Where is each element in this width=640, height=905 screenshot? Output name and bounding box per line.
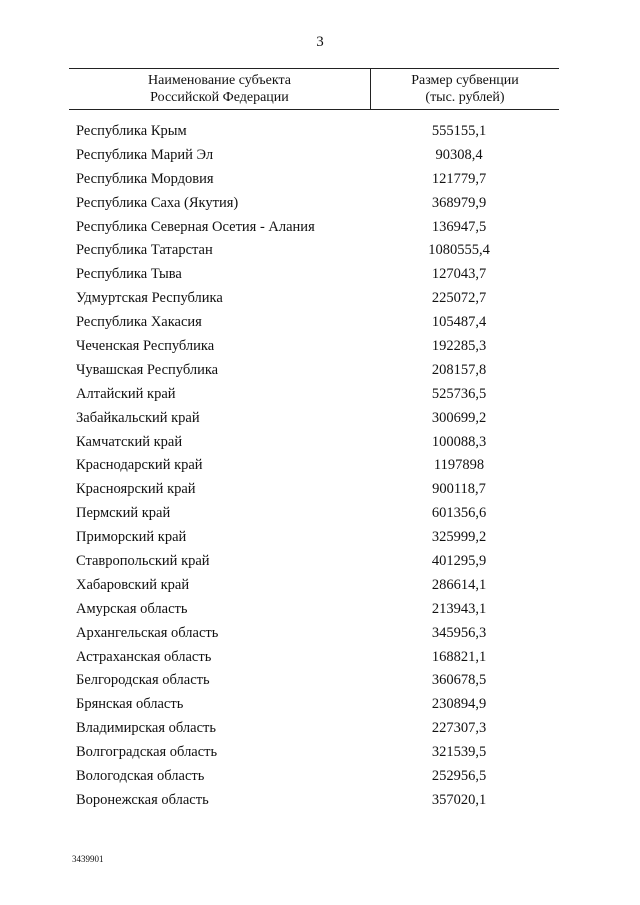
subject-name-cell: Республика Марий Эл [76, 146, 214, 163]
table-row [0, 192, 640, 216]
subvention-amount-cell: 401295,9 [431, 553, 487, 570]
subject-name-cell: Астраханская область [76, 648, 212, 665]
subvention-amount-cell: 357020,1 [431, 791, 487, 808]
subject-name-cell: Приморский край [76, 529, 187, 546]
subvention-amount-cell: 127043,7 [431, 266, 487, 283]
subvention-amount-cell: 105487,4 [431, 314, 487, 331]
table-row [0, 741, 640, 765]
subject-name-cell: Хабаровский край [76, 576, 190, 593]
subvention-amount-cell: 230894,9 [431, 696, 487, 713]
subvention-amount-cell: 1197898 [433, 457, 485, 474]
subvention-amount-cell: 300699,2 [431, 409, 487, 426]
subvention-amount-cell: 286614,1 [431, 576, 487, 593]
subvention-amount-cell: 345956,3 [431, 624, 487, 641]
table-row [0, 717, 640, 741]
subvention-amount-cell: 208157,8 [431, 361, 487, 378]
table-row [0, 168, 640, 192]
subvention-amount-cell: 225072,7 [431, 290, 487, 307]
subvention-amount-cell: 368979,9 [431, 194, 487, 211]
subject-name-cell: Брянская область [76, 696, 184, 713]
subject-name-cell: Воронежская область [76, 791, 209, 808]
document-code: 3439901 [72, 854, 104, 864]
subject-name-cell: Республика Тыва [76, 266, 182, 283]
subvention-amount-cell: 121779,7 [431, 170, 487, 187]
subject-name-cell: Алтайский край [76, 385, 176, 402]
subvention-amount-cell: 321539,5 [431, 744, 487, 761]
subject-name-cell: Чеченская Республика [76, 338, 215, 355]
subject-name-cell: Пермский край [76, 505, 171, 522]
subject-name-cell: Республика Северная Осетия - Алания [76, 218, 315, 235]
table-header [69, 68, 559, 110]
page-number: 3 [316, 34, 324, 50]
subvention-amount-cell: 100088,3 [431, 433, 487, 450]
subject-name-cell: Республика Саха (Якутия) [76, 194, 239, 211]
subject-name-cell: Вологодская область [76, 768, 205, 785]
table-row [0, 216, 640, 240]
subvention-amount-cell: 136947,5 [431, 218, 487, 235]
subject-name-cell: Забайкальский край [76, 409, 200, 426]
table-row [0, 144, 640, 168]
subject-name-cell: Республика Мордовия [76, 170, 214, 187]
subvention-amount-cell: 192285,3 [431, 338, 487, 355]
table-row [0, 789, 640, 813]
table-row [0, 287, 640, 311]
subject-name-cell: Белгородская область [76, 672, 210, 689]
table-row [0, 431, 640, 455]
table-row [0, 454, 640, 478]
table-row [0, 478, 640, 502]
subvention-amount-cell: 325999,2 [431, 529, 487, 546]
table-row [0, 239, 640, 263]
subvention-amount-cell: 525736,5 [431, 385, 487, 402]
subvention-amount-cell: 1080555,4 [428, 242, 490, 259]
table-row [0, 407, 640, 431]
subvention-amount-cell: 601356,6 [431, 505, 487, 522]
table-row [0, 120, 640, 144]
subvention-amount-cell: 252956,5 [431, 768, 487, 785]
table-row [0, 550, 640, 574]
table-row [0, 311, 640, 335]
subject-name-cell: Удмуртская Республика [76, 290, 223, 307]
table-row [0, 765, 640, 789]
table-row [0, 646, 640, 670]
subvention-amount-cell: 900118,7 [432, 481, 486, 498]
subject-name-cell: Ставропольский край [76, 553, 210, 570]
header-subvention-amount: Размер субвенции (тыс. рублей) [411, 73, 519, 105]
subject-name-cell: Архангельская область [76, 624, 219, 641]
subvention-amount-cell: 227307,3 [431, 720, 487, 737]
subvention-amount-cell: 555155,1 [431, 123, 487, 139]
subvention-amount-cell: 360678,5 [431, 672, 487, 689]
table-row [0, 574, 640, 598]
subject-name-cell: Чувашская Республика [76, 361, 219, 378]
table-row [0, 335, 640, 359]
table-row [0, 263, 640, 287]
table-row [0, 693, 640, 717]
table-row [0, 383, 640, 407]
subject-name-cell: Красноярский край [76, 481, 196, 498]
subject-name-cell: Владимирская область [76, 720, 216, 737]
table-row [0, 502, 640, 526]
table-body [0, 120, 640, 813]
table-row [0, 622, 640, 646]
subject-name-cell: Краснодарский край [76, 457, 203, 474]
table-row [0, 359, 640, 383]
subject-name-cell: Республика Крым [76, 123, 187, 139]
table-row [0, 526, 640, 550]
subvention-amount-cell: 168821,1 [431, 648, 487, 665]
subject-name-cell: Камчатский край [76, 433, 183, 450]
table-row [0, 669, 640, 693]
header-subject-name: Наименование субъекта Российской Федерации [69, 69, 371, 109]
subvention-amount-cell: 90308,4 [435, 146, 483, 163]
table-row [0, 598, 640, 622]
subject-name-cell: Республика Хакасия [76, 314, 202, 331]
subject-name-cell: Волгоградская область [76, 744, 218, 761]
subject-name-cell: Амурская область [76, 600, 188, 617]
subject-name-cell: Республика Татарстан [76, 242, 213, 259]
subvention-amount-cell: 213943,1 [431, 600, 487, 617]
